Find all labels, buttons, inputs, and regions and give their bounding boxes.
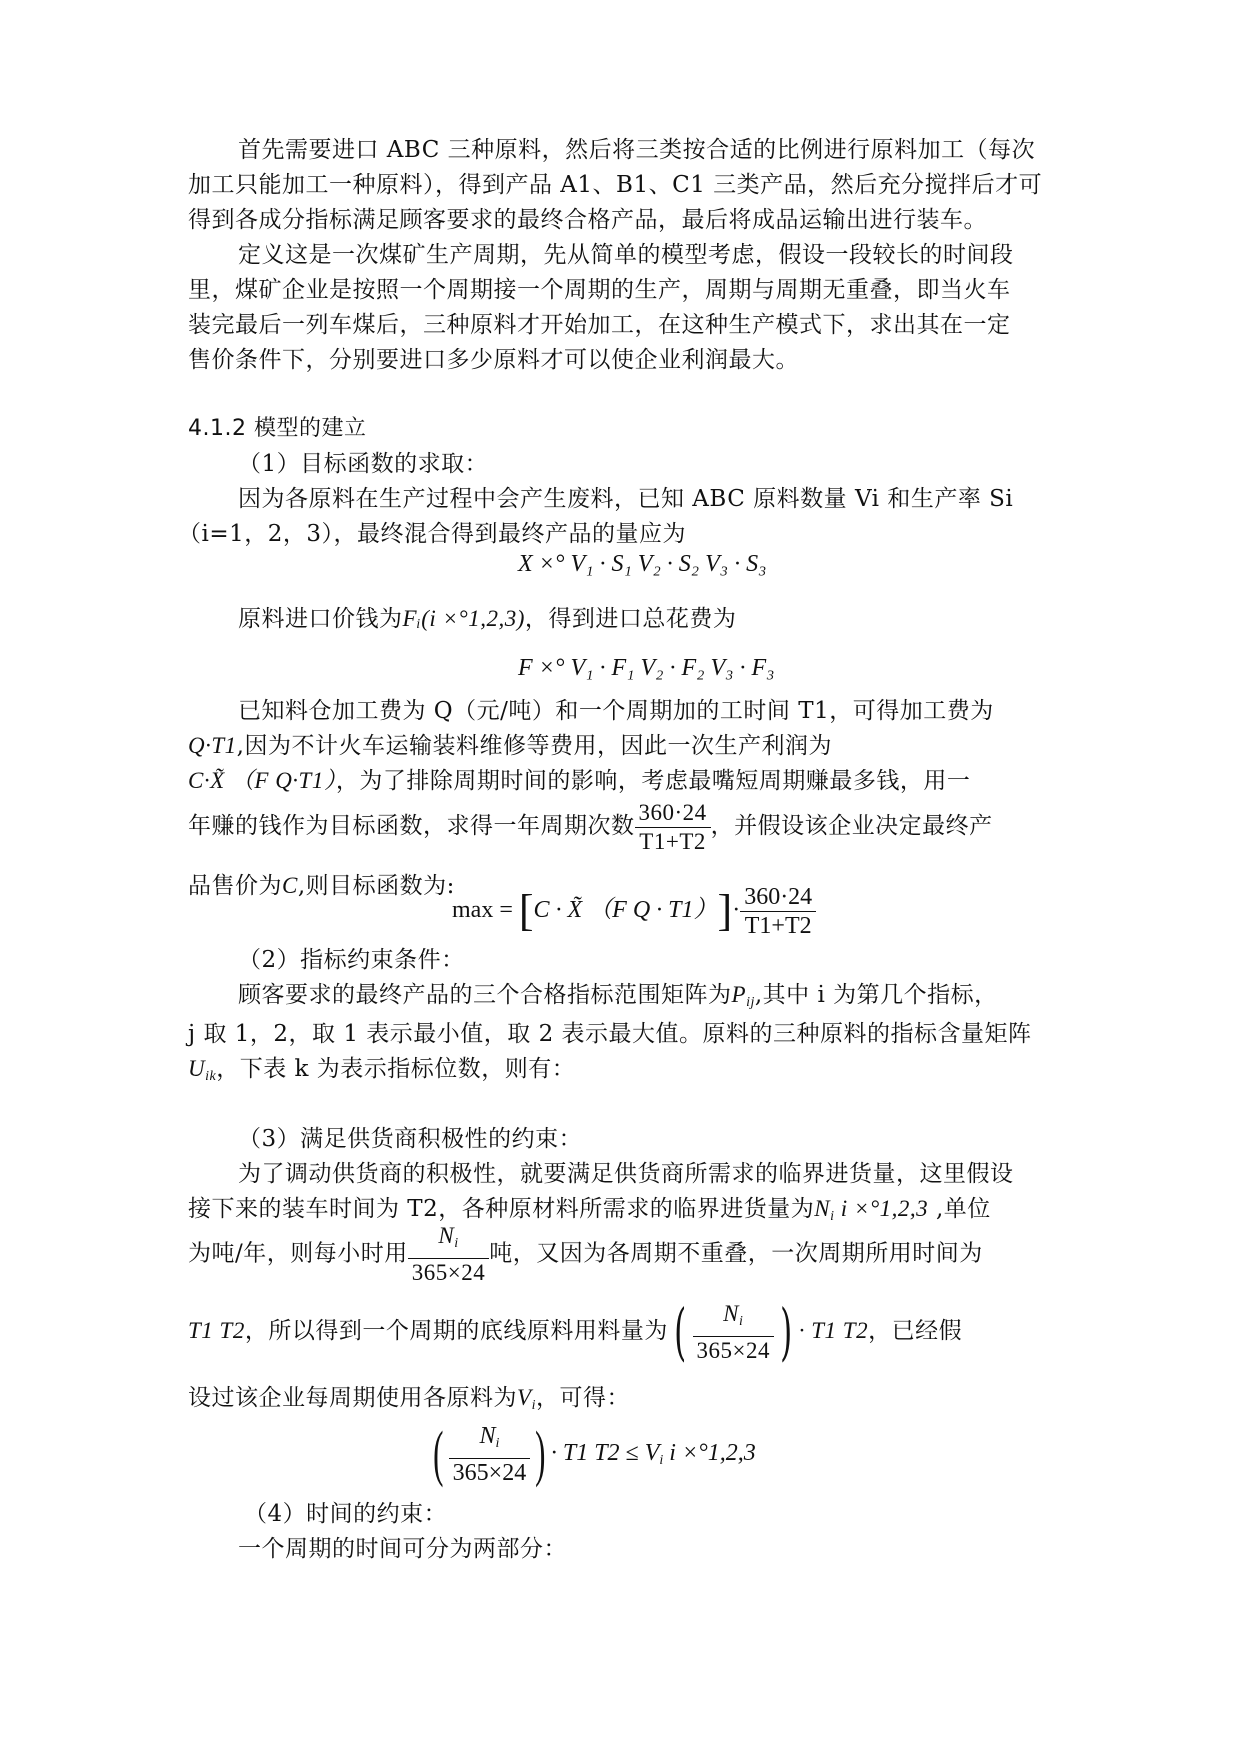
price-c-post: ,则目标函数为: bbox=[297, 873, 455, 899]
price-c-math: C bbox=[282, 873, 298, 898]
obj-numerator: 360·24 bbox=[740, 883, 816, 912]
n-var: N bbox=[814, 1196, 831, 1221]
qt-math: Q·T1 bbox=[188, 733, 237, 758]
paragraph-2-line-3: 装完最后一列车煤后，三种原料才开始加工，在这种生产模式下，求出其在一定 bbox=[188, 312, 1011, 338]
s3-line-4-mid: ，所以得到一个周期的底线原料用料量为 bbox=[244, 1318, 668, 1344]
paragraph-2-line-4: 售价条件下，分别要进口多少原料才可以使企业利润最大。 bbox=[188, 347, 799, 373]
matrix-p: P bbox=[731, 982, 747, 1007]
v-var: V bbox=[517, 1385, 532, 1410]
hourly-n: N bbox=[438, 1223, 455, 1248]
left-bracket-icon: [ bbox=[518, 886, 534, 936]
s2-line-1-pre: 顾客要求的最终产品的三个合格指标范围矩阵为 bbox=[238, 982, 732, 1008]
v-sub: i bbox=[531, 1398, 536, 1413]
s1-processing-line: 已知料仓加工费为 Q（元/吨）和一个周期加的工时间 T1，可得加工费为 bbox=[238, 698, 994, 724]
n-index: i ×°1,2,3 bbox=[834, 1196, 929, 1221]
price-c-pre: 品售价为 bbox=[188, 873, 282, 899]
s1-price-line bbox=[238, 602, 1108, 636]
s2-line-3 bbox=[188, 1052, 1058, 1094]
s3-title: （3）满足供货商积极性的约束： bbox=[238, 1126, 583, 1152]
s4-line-1: 一个周期的时间可分为两部分： bbox=[238, 1536, 567, 1562]
n-sub: i bbox=[830, 1209, 835, 1224]
matrix-u: U bbox=[188, 1056, 206, 1081]
s3-line-4 bbox=[188, 1296, 1058, 1366]
ineq-n-sub: i bbox=[495, 1435, 500, 1451]
objective-function bbox=[452, 880, 816, 940]
paragraph-1-line-3: 得到各成分指标满足顾客要求的最终合格产品，最后将成品运输出进行装车。 bbox=[188, 207, 987, 233]
cycles-fraction bbox=[635, 799, 711, 856]
equation-f: F ×° V₁ · F₁ V₂ · F₂ V₃ · F₃ bbox=[518, 655, 775, 681]
s3-line-1: 为了调动供货商的积极性，就要满足供货商所需求的临界进货量，这里假设 bbox=[238, 1161, 1014, 1187]
s3-line-5 bbox=[188, 1381, 1058, 1423]
paragraph-1-line-1: 首先需要进口 ABC 三种原料，然后将三类按合适的比例进行原料加工（每次 bbox=[238, 137, 1036, 163]
hourly-numerator bbox=[408, 1222, 489, 1259]
ineq-sub: i bbox=[659, 1453, 664, 1468]
s3-line-3-post: 吨，又因为各周期不重叠，一次周期所用时间为 bbox=[489, 1240, 983, 1267]
price-post: ，得到进口总花费为 bbox=[524, 606, 737, 632]
paragraph-2-line-2: 里，煤矿企业是按照一个周期接一个周期的生产，周期与周期无重叠，即当火车 bbox=[188, 277, 1011, 303]
qt-post: ,因为不计火车运输装料维修等费用，因此一次生产利润为 bbox=[236, 733, 832, 759]
s1-title: （1）目标函数的求取： bbox=[238, 451, 489, 477]
baseline-n-sub: i bbox=[739, 1313, 744, 1329]
ineq-tail: · T1 T2 ≤ V bbox=[550, 1440, 660, 1466]
hourly-denominator: 365×24 bbox=[411, 1260, 486, 1285]
ineq-denominator: 365×24 bbox=[452, 1459, 527, 1486]
s1-year-line bbox=[188, 796, 1058, 856]
s3-line-3 bbox=[188, 1222, 1058, 1287]
section-heading: 4.1.2 模型的建立 bbox=[188, 416, 367, 441]
baseline-fraction bbox=[693, 1300, 774, 1365]
s1-qt-line bbox=[188, 729, 1058, 763]
obj-denominator: T1+T2 bbox=[744, 912, 812, 939]
s2-line-2: j 取 1，2，取 1 表示最小值，取 2 表示最大值。原料的三种原料的指标含量矩阵 bbox=[188, 1021, 1032, 1047]
s4-title: （4）时间的约束： bbox=[244, 1501, 448, 1527]
s1-line-2: （i=1，2，3），最终混合得到最终产品的量应为 bbox=[178, 521, 687, 547]
cycles-numerator: 360·24 bbox=[635, 799, 711, 828]
matrix-p-sub: ij bbox=[746, 995, 755, 1010]
year-post: ，并假设该企业决定最终产 bbox=[710, 813, 993, 839]
ineq-n: N bbox=[479, 1422, 496, 1449]
right-bracket-icon: ] bbox=[717, 886, 733, 936]
s3-line-5-post: ，可得： bbox=[535, 1385, 630, 1411]
right-paren-icon: ) bbox=[780, 1295, 793, 1368]
profit-math: C·X̃ （F Q·T1） bbox=[188, 768, 336, 793]
equation-x: X ×° V₁ · S₁ V₂ · S₂ V₃ · S₃ bbox=[518, 551, 767, 577]
s2-line-3-post: ，下表 k 为表示指标位数，则有： bbox=[216, 1056, 576, 1082]
baseline-denominator: 365×24 bbox=[696, 1337, 771, 1363]
left-paren-icon: ( bbox=[674, 1295, 687, 1368]
s2-line-1-post: ,其中 i 为第几个指标， bbox=[754, 982, 998, 1008]
supplier-inequality bbox=[428, 1418, 756, 1496]
dot-icon: · bbox=[732, 897, 741, 923]
obj-fraction bbox=[740, 883, 816, 940]
s3-line-2-pre: 接下来的装车时间为 T2，各种原材料所需求的临界进货量为 bbox=[188, 1196, 815, 1222]
s1-line-1: 因为各原料在生产过程中会产生废料，已知 ABC 原料数量 Vi 和生产率 Si bbox=[238, 486, 1014, 512]
cycles-denominator: T1+T2 bbox=[639, 828, 706, 854]
matrix-u-sub: ik bbox=[205, 1069, 217, 1084]
ineq-left-paren-icon: ( bbox=[433, 1420, 444, 1489]
year-pre: 年赚的钱作为目标函数，求得一年周期次数 bbox=[188, 813, 635, 839]
s3-line-2-post: ,单位 bbox=[928, 1196, 991, 1222]
profit-post: ，为了排除周期时间的影响，考虑最嘴短周期赚最多钱，用一 bbox=[335, 768, 971, 794]
hourly-n-sub: i bbox=[454, 1236, 459, 1251]
ineq-right-paren-icon: ) bbox=[535, 1420, 546, 1489]
paragraph-1-line-2: 加工只能加工一种原料），得到产品 A1、B1、C1 三类产品，然后充分搅拌后才可 bbox=[188, 172, 1043, 198]
ineq-numerator bbox=[449, 1422, 531, 1459]
baseline-t: · T1 T2 bbox=[798, 1318, 869, 1343]
ineq-fraction bbox=[449, 1422, 531, 1487]
baseline-n: N bbox=[723, 1300, 740, 1326]
obj-max: max = bbox=[452, 897, 513, 923]
paragraph-2-line-1: 定义这是一次煤矿生产周期，先从简单的模型考虑，假设一段较长的时间段 bbox=[238, 242, 1014, 268]
s3-line-3-pre: 为吨/年，则每小时用 bbox=[188, 1240, 408, 1267]
s2-line-1 bbox=[238, 978, 1108, 1020]
obj-inner: C · X̃ （F Q · T1） bbox=[533, 897, 718, 923]
price-pre: 原料进口价钱为 bbox=[238, 606, 403, 632]
baseline-numerator bbox=[693, 1300, 774, 1337]
s3-line-5-pre: 设过该企业每周期使用各原料为 bbox=[188, 1385, 517, 1411]
s3-line-4-post: ，已经假 bbox=[868, 1318, 963, 1344]
price-math: Fᵢ(i ×°1,2,3) bbox=[402, 606, 525, 631]
t1-t2-math: T1 T2 bbox=[188, 1318, 245, 1343]
hourly-fraction bbox=[408, 1222, 489, 1287]
ineq-end: i ×°1,2,3 bbox=[663, 1440, 756, 1466]
s1-profit-line bbox=[188, 764, 1058, 798]
s2-title: （2）指标约束条件： bbox=[238, 947, 465, 973]
